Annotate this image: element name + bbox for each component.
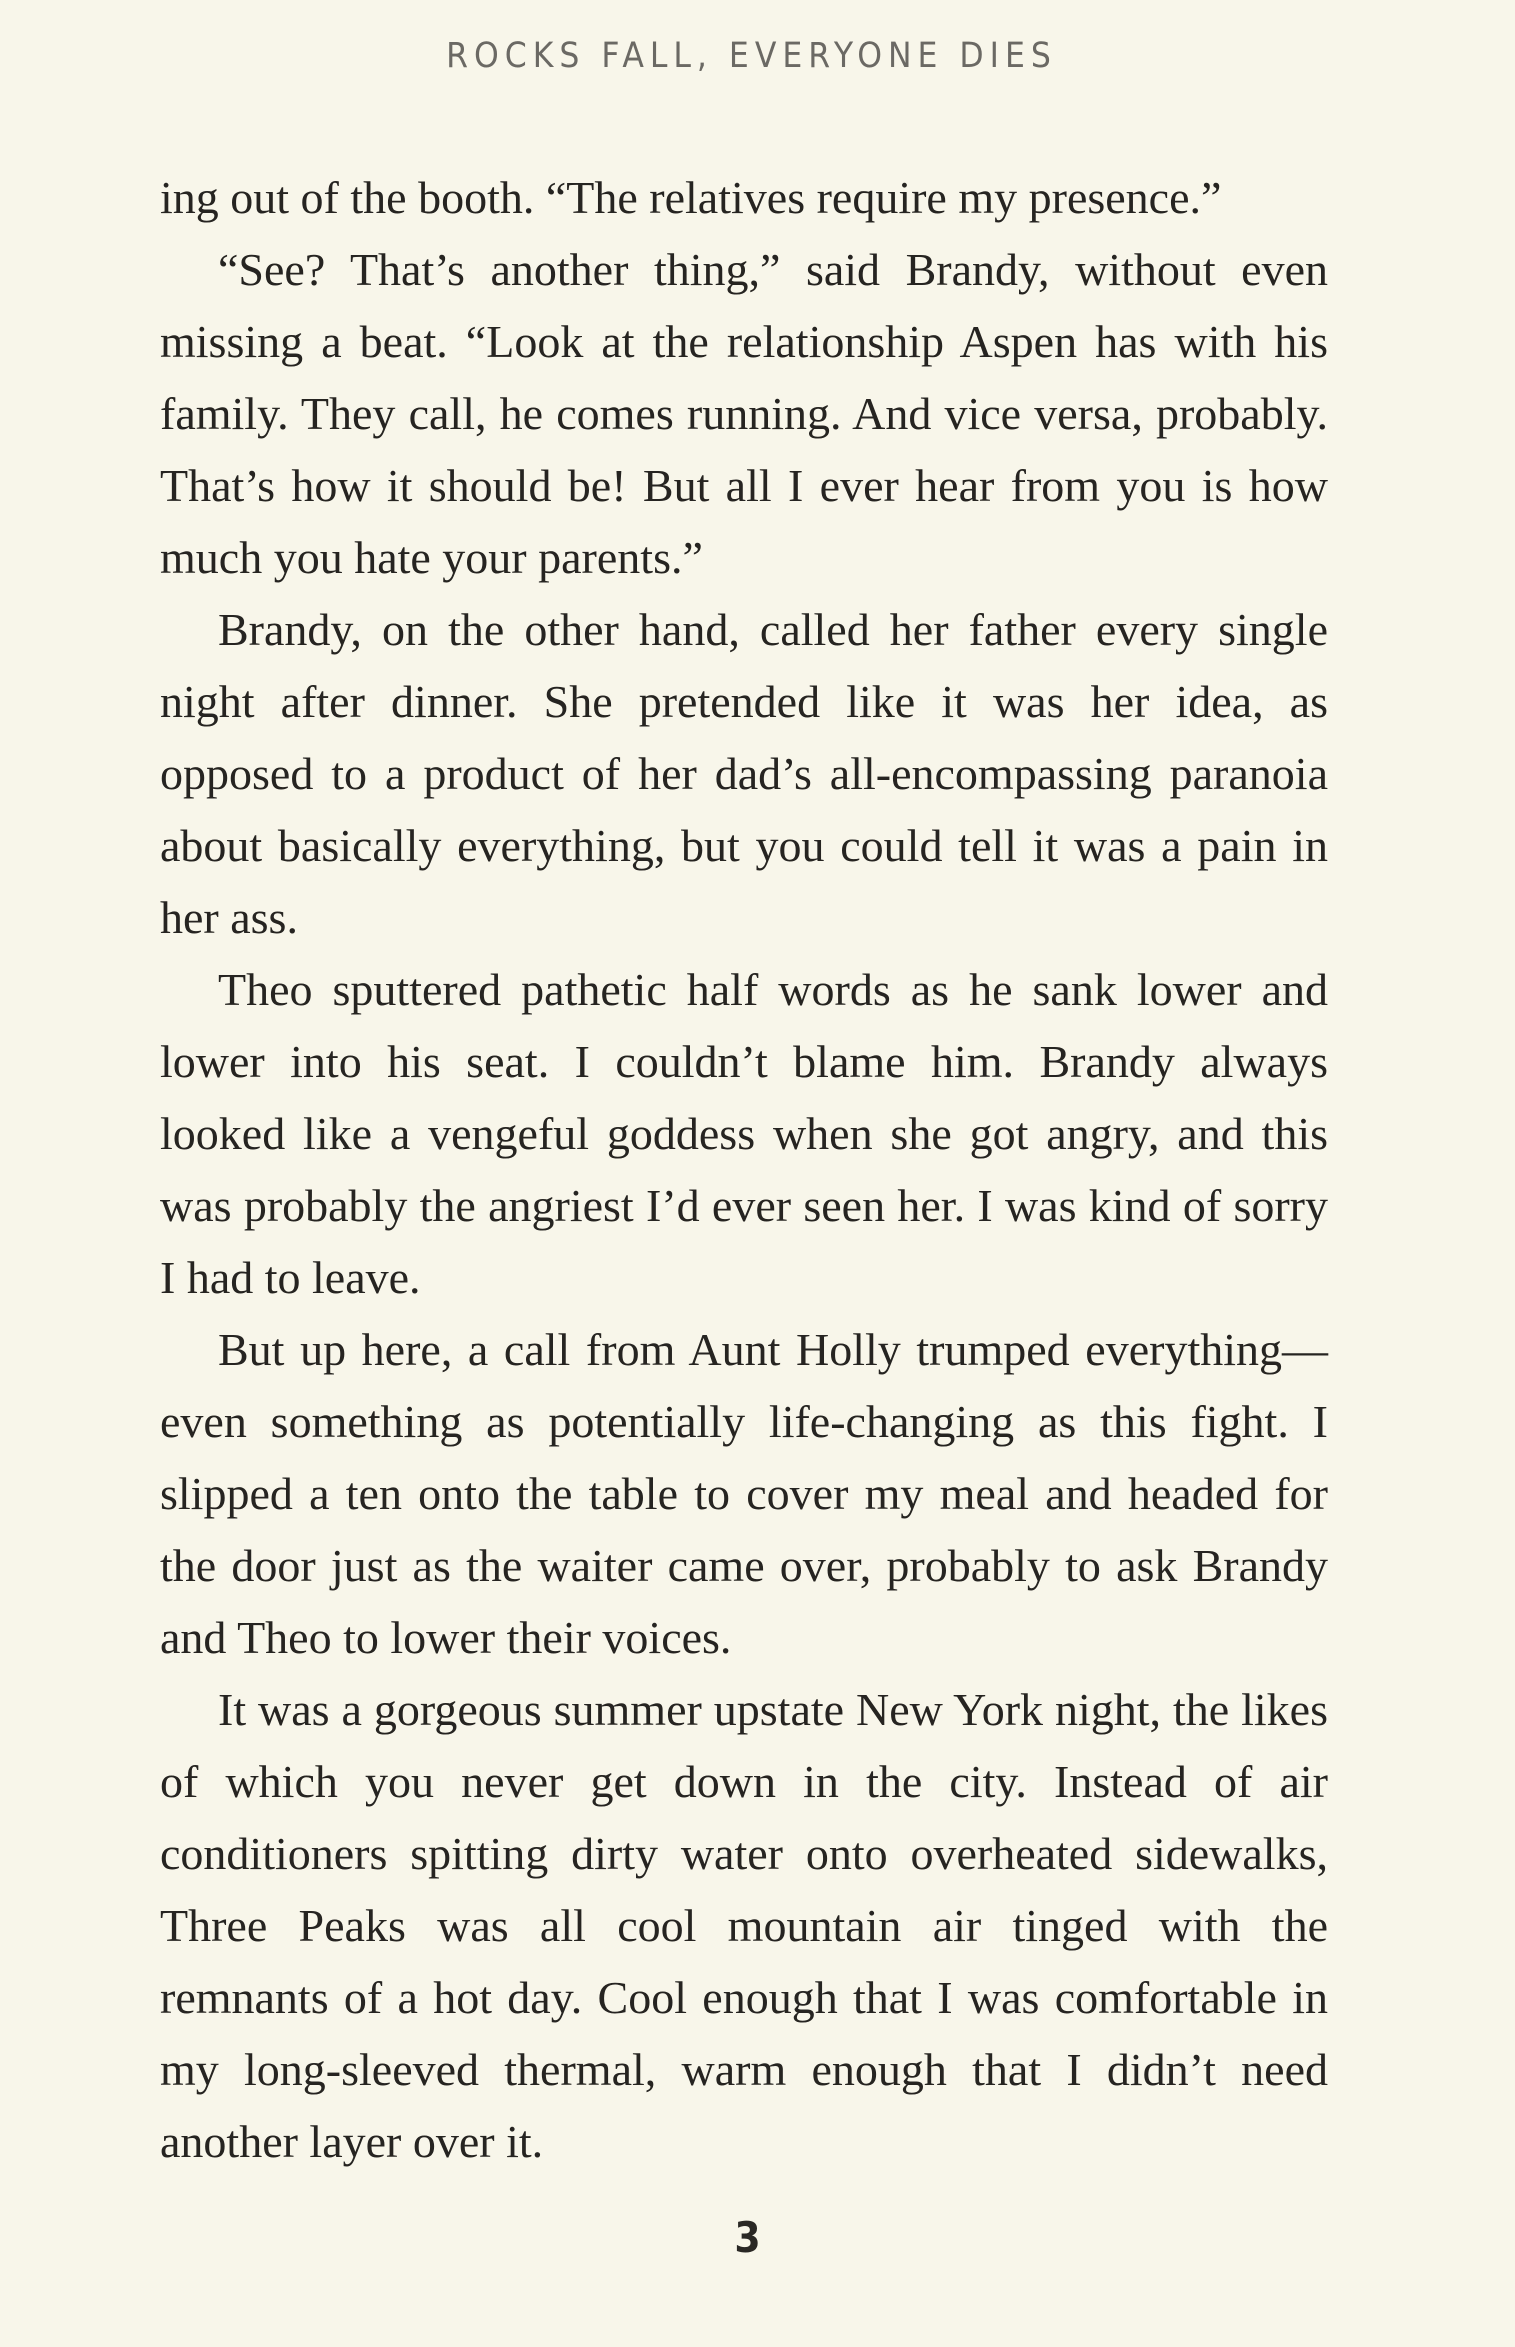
- paragraph-6: It was a gorgeous summer upstate New York night, the likes of which you never get down in the city. Instead of air conditioners spitting dirty water onto overheated sidewalks, Three Peaks was all cool mountain air tinged with the remnants of a hot day. Cool enough that I was comfortable in my long-sleeved thermal, warm enough that I didn’t need another layer over it.: [160, 1684, 1328, 2167]
- paragraph-3: Brandy, on the other hand, called her father every single night after dinner. She pretended like it was her idea, as opposed to a product of her dad’s all-encompassing paranoia about basically everything, but you could tell it was a pain in her ass.: [160, 604, 1328, 943]
- page-number: 3: [734, 2213, 761, 2262]
- paragraph-4: Theo sputtered pathetic half words as he sank lower and lower into his seat. I couldn’t blame him. Brandy always looked like a vengeful goddess when she got angry, and this was probably the angriest I’d ever seen her. I was kind of sorry I had to leave.: [160, 964, 1328, 1303]
- paragraph-5: But up here, a call from Aunt Holly trumped everything—even something as potentially life-changing as this fight. I slipped a ten onto the table to cover my meal and headed for the door just as the waiter came over, probably to ask Brandy and Theo to lower their voices.: [160, 1324, 1328, 1663]
- paragraph-1: ing out of the booth. “The relatives require my presence.”: [160, 172, 1222, 223]
- body-text: [160, 162, 1328, 2178]
- running-head: ROCKS FALL, EVERYONE DIES: [446, 36, 1057, 76]
- paragraph-2: “See? That’s another thing,” said Brandy, without even missing a beat. “Look at the relationship Aspen has with his family. They call, he comes running. And vice versa, probably. That’s how it should be! But all I ever hear from you is how much you hate your parents.”: [160, 244, 1328, 583]
